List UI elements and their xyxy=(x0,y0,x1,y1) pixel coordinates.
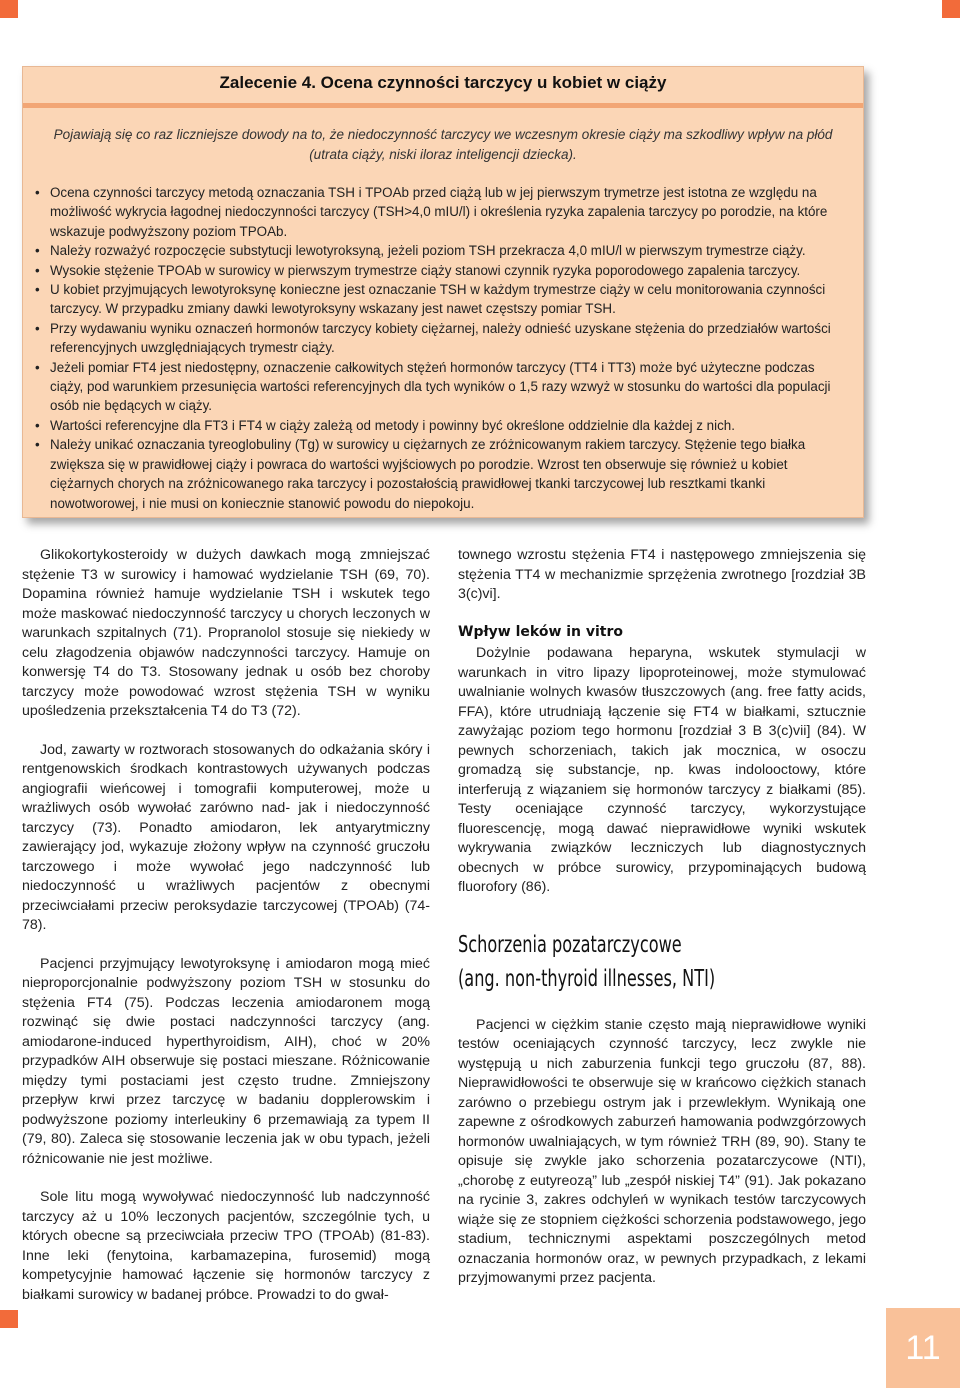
page-number-box xyxy=(886,1308,960,1388)
paragraph: townego wzrostu stężenia FT4 i następowego zmniejszenia się stężenia TT4 w mechanizmie sprzężenia zwrotnego [rozdział 3B 3(c)vi]. xyxy=(458,547,866,602)
recommendation-box xyxy=(22,66,864,518)
paragraph: Sole litu mogą wywoływać niedoczynność lub nadczynność tarczycy aż u 10% leczonych pacjentów, szczególnie tych, u których obecne są przeciwciała przeciw TPO (TPOAb) (81-83). Inne leki (fenytoina, karbamazepina, furosemid) mogą kompetycyjnie hamować łączenie się hormonów tarczycy z białkami surowicy w badanej próbce. Prowadzi to do gwał- xyxy=(22,1189,430,1303)
section-heading-line: Schorzenia pozatarczycowe xyxy=(458,931,682,958)
list-item: • Przy wydawaniu wyniku oznaczeń hormonów tarczycy kobiety ciężarnej, należy odnieść uzyskane stężenia do przedziałów wartości referencyjnych uwzględniających trymestr ciąży. xyxy=(35,320,831,356)
paragraph: Dożylnie podawana heparyna, wskutek stymulacji w warunkach in vitro lipazy lipoproteinowej, może stymulować uwalnianie wolnych kwasów tłuszczowych (ang. free fatty acids, FFA), które utrudniają łączenie się FT4 w białkami, sztucznie zawyżając poziom tego hormonu [rozdział 3 B 3(c)vii] (84). W pewnych schorzeniach, takich jak mocznica, w osoczu gromadzą się substancje, np. kwas indolooctowy, które interferują z wiązaniem się hormonów tarczycy z białkami (85). Testy oceniające czynność tarczycy, wykorzystujące fluorescencję, mogą dawać nieprawidłowe wyniki wskutek wykrywania związków leczniczych lub diagnostycznych obecnych w próbce surowicy, przypominających budową fluorofory (86). xyxy=(458,645,866,895)
section-heading-line: (ang. non-thyroid illnesses, NTI) xyxy=(458,965,716,992)
box-divider xyxy=(23,103,863,108)
paragraph: Pacjenci w ciężkim stanie często mają nieprawidłowe wyniki testów oceniających czynność tarczycy, lecz zwykle nie występują u nich zaburzenia funkcji tego gruczołu (87, 88). Nieprawidłowości te obserwuje się w krańcowo ciężkich stanach zarówno o przebiegu ostrym jak i przewlekłym. Wynikają one zapewne z ośrodkowych zaburzeń hamowania podwzgórzowych hormonów uwalniających, w tym również TRH (89, 90). Stany te opisuje się zwykle jako schorzenia pozatarczycowe (NTI), „chorobę z eutyreozą” lub „zespół niskiej T4” (91). Jak pokazano na rycinie 3, zakres odchyleń w wynikach testów tarczycowych wiąże się ze stopniem ciężkości schorzenia podstawowego, jego stadium, technicznymi aspektami poszczególnych metod oznaczania hormonów oraz, w pewnych przypadkach, z lekami przyjmowanymi przez pacjenta. xyxy=(458,1016,866,1286)
bullet-icon: • xyxy=(35,437,40,453)
bullet-icon: • xyxy=(35,282,40,298)
list-item: • Wartości referencyjne dla FT3 i FT4 w ciąży zależą od metody i powinny być określone oddzielnie dla każdej z nich. xyxy=(35,416,851,435)
right-column xyxy=(458,546,866,1289)
bullet-icon: • xyxy=(35,185,40,200)
bullet-icon: • xyxy=(35,262,40,278)
recommendation-list xyxy=(35,183,851,513)
list-item: • U kobiet przyjmujących lewotyroksynę konieczne jest oznaczanie TSH w każdym trymestrze ciąży w celu monitorowania czynności tarczycy. W przypadku zmiany dawki lewotyroksyny wskazany jest nawet częstszy pomiar TSH. xyxy=(35,282,826,317)
paragraph: Glikokortykosteroidy w dużych dawkach mogą zmniejszać stężenie T3 w surowicy i hamować wydzielanie TSH (69, 70). Dopamina również hamuje wydzielanie TSH i wskutek tego może maskować niedoczynność tarczycy u chorych leczonych w warunkach szpitalnych (71). Propranolol stosuje się niekiedy w celu złagodzenia objawów nadczynności tarczycy. Hamuje on konwersję T4 do T3. Stosowany jednak u osób bez choroby tarczycy może powodować wzrost stężenia TSH w wyniku upośledzenia przekształcenia T4 do T3 (72). xyxy=(22,547,430,719)
list-item: • Ocena czynności tarczycy metodą oznaczania TSH i TPOAb przed ciążą lub w jej pierwszym trymetrze jest istotna ze względu na możliwość wykrycia łagodnej niedoczynności tarczycy (TSH>4,0 mIU/l) i określenia ryzyka zapalenia tarczycy po porodzie, na które wskazuje podwyższony poziom TPOAb. xyxy=(35,185,828,239)
section-subheading: Wpływ leków in vitro xyxy=(458,623,624,640)
bullet-icon: • xyxy=(35,320,40,336)
left-column xyxy=(22,546,430,1305)
box-title: Zalecenie 4. Ocena czynności tarczycy u kobiet w ciąży xyxy=(219,73,667,92)
list-item: • Wysokie stężenie TPOAb w surowicy w pierwszym trymestrze ciąży stanowi czynnik ryzyka poporodowego zapalenia tarczycy. xyxy=(35,261,851,280)
list-item: • Należy rozważyć rozpoczęcie substytucji lewotyroksyną, jeżeli poziom TSH przekracza 4,0 mIU/l w pierwszym trymestrze ciąży. xyxy=(35,241,851,260)
corner-mark-bottom-left xyxy=(0,1310,18,1328)
corner-mark-top-right xyxy=(942,0,960,18)
paragraph: Pacjenci przyjmujący lewotyroksynę i amiodaron mogą mieć nieproporcjonalnie podwyższony poziom TSH w stosunku do stężenia FT4 (75). Podczas leczenia amiodaronem mogą rozwinąć się dwie postaci nadczynności tarczycy (ang. amiodarone-induced hyperthyroidism, AIH), choć w 20% przypadków AIH obserwuje się postaci mieszane. Różnicowanie między tymi postaciami jest często trudne. Zmniejszony przepływ krwi przez tarczycę w badaniu dopplerowskim i podwyższone poziomy interleukiny 6 przemawiają za typem II (79, 80). Zaleca się stosowanie leczenia jak w obu typach, jeżeli różnicowanie nie jest możliwe. xyxy=(22,955,430,1167)
bullet-icon: • xyxy=(35,417,40,433)
section-heading xyxy=(458,928,776,996)
paragraph: Jod, zawarty w roztworach stosowanych do odkażania skóry i rentgenowskich środkach kontrastowych używanych podczas angiografii wieńcowej i tomografii komputerowej, może u wrażliwych osób wywołać zarówno nad- jak i niedoczynność tarczycy (73). Ponadto amiodaron, lek antyarytmiczny zawierający jod, wykazuje złożony wpływ na czynność gruczołu tarczowego i może wywołać jego nadczynność lub niedoczynność u wrażliwych pacjentów z obecnymi przeciwciałami przeciw peroksydazie tarczycowej (TPOAb) (74-78). xyxy=(22,741,430,933)
list-item: • Jeżeli pomiar FT4 jest niedostępny, oznaczenie całkowitych stężeń hormonów tarczycy (TT4 i TT3) może być użyteczne podczas ciąży, pod warunkiem przesunięcia wartości referencyjnych dla tych wyników o 1,5 razy wzwyż w stosunku do wartości dla populacji osób nie będących w ciąży. xyxy=(35,359,831,414)
list-item: • Należy unikać oznaczania tyreoglobuliny (Tg) w surowicy u ciężarnych ze zróżnicowanym rakiem tarczycy. Stężenie tego białka zwiększa się w prawidłowej ciąży i powraca do wartości wyjściowych po porodzie. Wzrost ten obserwuje się również u kobiet ciężarnych chorych na zróżnicowanego raka tarczycy i pozostałością prawidłowej tkanki tarczycowej lub resztkami tkanki nowotworowej, i nie musi on koniecznie stanowić powodu do niepokoju. xyxy=(35,437,806,511)
bullet-icon: • xyxy=(35,243,40,259)
corner-mark-top-left xyxy=(0,0,18,18)
box-intro: Pojawiają się co raz liczniejsze dowody na to, że niedoczynność tarczycy we wczesnym okresie ciąży ma szkodliwy wpływ na płód (utrata ciąży, niski iloraz inteligencji dziecka). xyxy=(53,127,833,162)
page-number: 11 xyxy=(905,1328,941,1367)
bullet-icon: • xyxy=(35,359,40,375)
